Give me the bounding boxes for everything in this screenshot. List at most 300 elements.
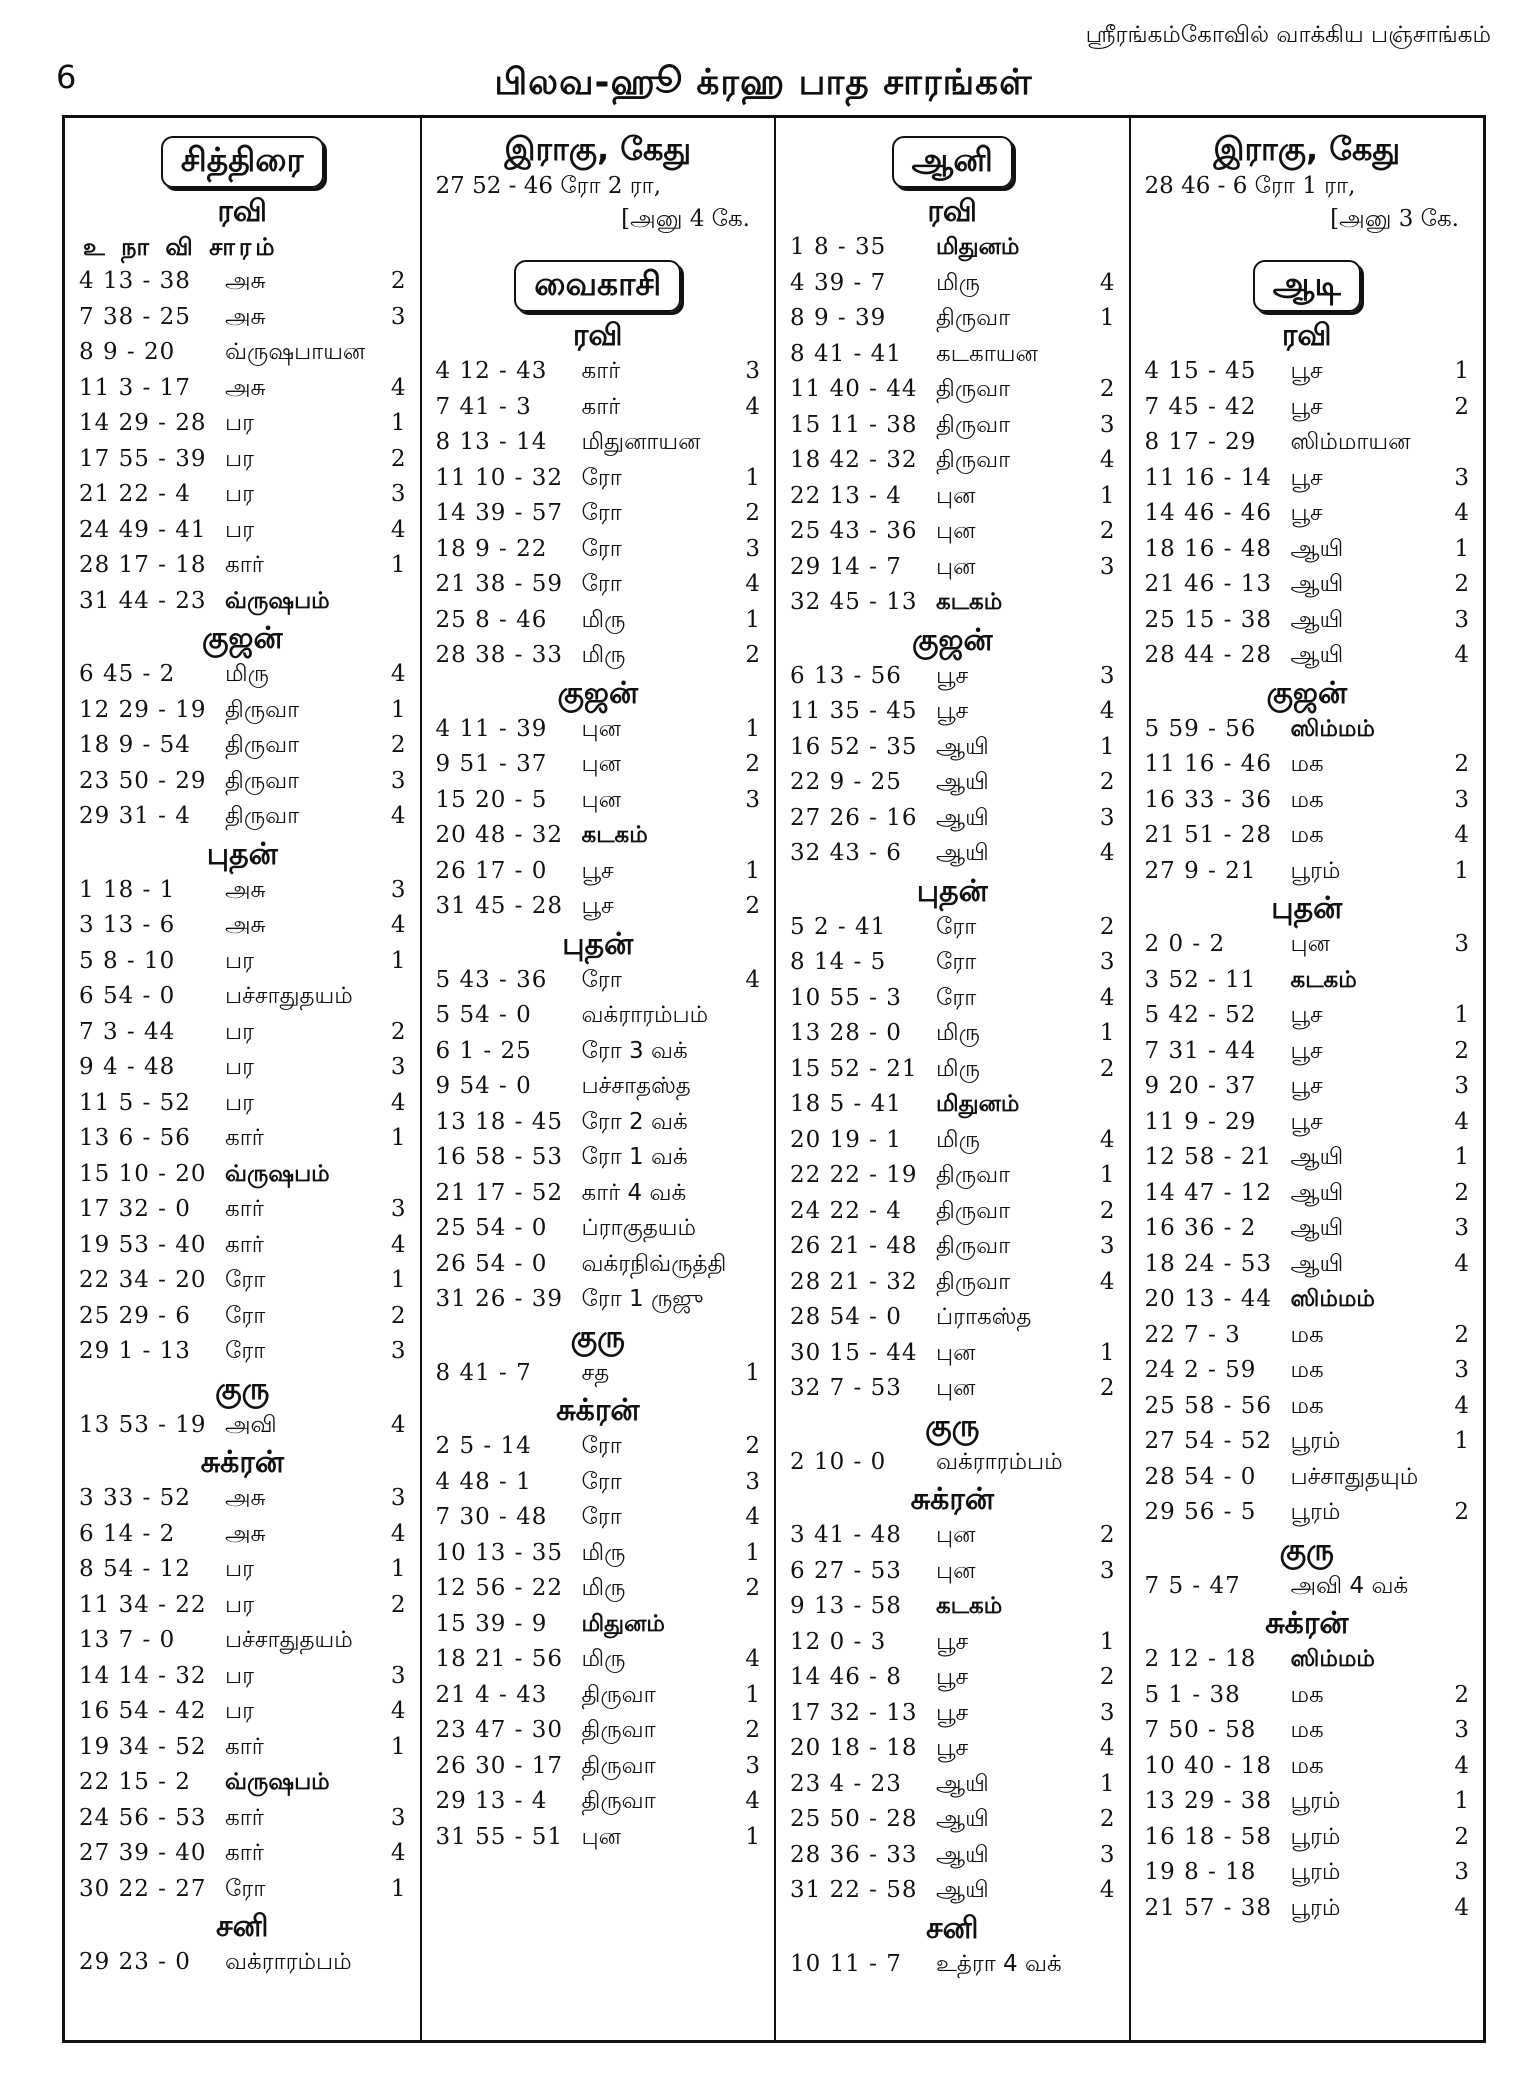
row-time: 8 9 - 39	[790, 305, 887, 331]
row-pada: 1	[1454, 1144, 1469, 1170]
row-pada: 3	[390, 481, 406, 507]
row-pada	[1445, 1282, 1469, 1318]
row-star: வ்ருஷபம்	[225, 1769, 330, 1795]
row-time: 31 26 - 39	[435, 1286, 564, 1312]
row-time: 19 8 - 18	[1144, 1859, 1257, 1885]
row-star: ரோ	[225, 1875, 266, 1902]
row-pada	[1445, 1569, 1469, 1605]
row-pada: 2	[1099, 1522, 1115, 1548]
row-pada	[1445, 425, 1469, 461]
row-pada: 1	[1454, 1428, 1469, 1454]
row-star: கடகாயன	[936, 340, 1038, 367]
row-pada	[736, 1247, 760, 1283]
row-pada: 4	[1454, 1250, 1469, 1277]
row-star: கடகம்	[936, 1593, 1003, 1619]
row-time: 8 54 - 12	[79, 1556, 191, 1582]
row-time: 6 45 - 2	[79, 661, 176, 687]
planet-heading: குரு	[215, 1371, 270, 1407]
row-time: 2 0 - 2	[1144, 931, 1226, 957]
row-time: 20 48 - 32	[435, 822, 564, 848]
row-time: 9 20 - 37	[1144, 1073, 1257, 1099]
row-pada: 2	[1454, 1179, 1469, 1206]
table-row	[790, 801, 1115, 837]
row-time: 18 9 - 54	[79, 732, 191, 758]
row-star: அசு	[225, 912, 266, 938]
row-time: 7 38 - 25	[79, 303, 191, 330]
row-time: 6 14 - 2	[79, 1520, 176, 1547]
row-pada: 3	[745, 535, 760, 562]
table-row	[79, 657, 406, 693]
row-pada: 2	[1454, 1499, 1469, 1525]
table-row	[790, 1589, 1115, 1625]
row-time: 4 12 - 43	[435, 358, 548, 384]
row-pada: 4	[1454, 642, 1469, 668]
row-time: 24 2 - 59	[1144, 1357, 1257, 1383]
row-time: 22 9 - 25	[790, 769, 902, 795]
row-star: பூரம்	[1290, 1428, 1341, 1454]
row-pada	[1091, 1947, 1115, 1983]
table-row	[436, 854, 761, 890]
guru-list	[79, 1408, 406, 1444]
row-star: ரோ 2 வக்	[581, 1108, 688, 1135]
table-row	[1145, 1318, 1470, 1354]
table-row	[790, 337, 1115, 373]
table-row	[436, 1034, 761, 1070]
table-row	[790, 1731, 1115, 1767]
row-pada: 1	[1454, 1788, 1469, 1814]
table-row	[1145, 963, 1470, 999]
row-star: திருவா	[225, 767, 300, 794]
row-star: கார்	[225, 552, 264, 578]
row-star: பர	[225, 947, 254, 974]
row-time: 3 33 - 52	[79, 1485, 191, 1511]
table-row	[436, 638, 761, 674]
row-pada: 1	[1099, 1628, 1115, 1655]
row-star: ரோ	[225, 1302, 266, 1329]
table-row	[79, 873, 406, 909]
row-star: மிரு	[936, 269, 980, 296]
row-pada: 2	[1454, 393, 1469, 420]
table-row	[1145, 1569, 1470, 1605]
table-row	[1145, 1460, 1470, 1496]
row-time: 12 0 - 3	[790, 1628, 887, 1655]
row-time: 11 3 - 17	[79, 374, 191, 401]
row-star: ரோ	[936, 913, 977, 940]
table-row	[436, 1282, 761, 1318]
row-star: மக	[1290, 822, 1324, 848]
row-star: பர	[225, 1089, 254, 1116]
row-star: புன	[581, 786, 621, 813]
row-time: 28 44 - 28	[1144, 642, 1273, 668]
row-pada	[382, 1765, 406, 1801]
row-pada	[736, 425, 760, 461]
row-star: அசு	[225, 1520, 266, 1547]
row-pada	[1091, 1087, 1115, 1123]
row-pada: 2	[390, 732, 406, 758]
row-pada: 4	[390, 374, 406, 401]
row-star: ரோ	[581, 535, 622, 562]
row-pada	[736, 1034, 760, 1070]
row-star: திருவா	[581, 1788, 656, 1814]
row-star: பூச	[581, 893, 614, 919]
row-star: ரோ 1 வக்	[581, 1144, 688, 1170]
row-pada: 4	[1099, 1877, 1115, 1903]
row-star: ஆயி	[1290, 1144, 1344, 1170]
row-time: 12 58 - 21	[1144, 1144, 1273, 1170]
table-row	[79, 1086, 406, 1122]
row-pada	[382, 584, 406, 620]
row-star: மிரு	[936, 1020, 980, 1046]
row-pada: 1	[390, 1556, 406, 1582]
planet-heading: ரவி	[572, 318, 623, 353]
row-time: 11 10 - 32	[435, 464, 564, 491]
table-row	[79, 442, 406, 478]
row-star: மிதுனம்	[936, 1091, 1020, 1117]
table-row	[790, 408, 1115, 444]
row-pada: 1	[1454, 1002, 1469, 1028]
ravi-list	[790, 230, 1115, 621]
table-row	[790, 514, 1115, 550]
row-star: ஆயி	[936, 1770, 989, 1797]
row-star: அவி	[225, 1411, 277, 1438]
sani-list	[79, 1945, 406, 1981]
row-time: 7 5 - 47	[1144, 1572, 1241, 1599]
row-star: பூச	[1290, 464, 1323, 491]
table-row	[79, 1730, 406, 1766]
table-row	[79, 1121, 406, 1157]
row-pada: 2	[1099, 1664, 1115, 1690]
row-pada: 1	[1099, 1339, 1115, 1366]
row-pada: 2	[390, 1591, 406, 1618]
table-row	[790, 585, 1115, 621]
row-time: 3 41 - 48	[790, 1522, 902, 1548]
table-row	[436, 1211, 761, 1247]
row-time: 8 41 - 41	[790, 340, 902, 367]
row-time: 9 13 - 58	[790, 1593, 902, 1619]
row-pada: 3	[390, 1804, 406, 1831]
table-row	[79, 1263, 406, 1299]
table-row	[1145, 1424, 1470, 1460]
row-time: 29 56 - 5	[1144, 1499, 1257, 1525]
row-pada: 1	[745, 715, 760, 742]
row-time: 22 7 - 3	[1144, 1321, 1241, 1348]
row-time: 9 51 - 37	[435, 751, 548, 777]
row-time: 2 12 - 18	[1144, 1646, 1257, 1672]
row-star: ஆயி	[936, 769, 989, 795]
row-star: ஆயி	[1290, 606, 1344, 633]
row-time: 21 57 - 38	[1144, 1894, 1273, 1921]
row-time: 8 41 - 7	[435, 1359, 532, 1386]
row-star: அவி 4 வக்	[1290, 1572, 1409, 1599]
row-pada: 2	[1099, 1806, 1115, 1832]
row-star: பூரம்	[1290, 1788, 1341, 1814]
table-row	[790, 1838, 1115, 1874]
row-star: மிதுனம்	[936, 234, 1020, 260]
row-star: அசு	[225, 1485, 266, 1511]
table-row	[1145, 1282, 1470, 1318]
row-star: மக	[1290, 1752, 1324, 1779]
table-row	[790, 1087, 1115, 1123]
table-row	[790, 1371, 1115, 1407]
row-pada	[382, 1945, 406, 1981]
row-pada: 1	[1099, 482, 1115, 509]
row-star: ஆயி	[936, 1877, 989, 1903]
row-pada: 2	[745, 1717, 760, 1743]
row-time: 23 47 - 30	[435, 1717, 564, 1743]
row-pada: 2	[745, 893, 760, 919]
row-pada: 3	[1099, 949, 1115, 975]
month-box: ஆடி	[1253, 260, 1361, 312]
row-star: கடகம்	[581, 822, 648, 848]
row-time: 31 22 - 58	[790, 1877, 918, 1903]
table-row	[1145, 818, 1470, 854]
row-star: ஸிம்மம்	[1290, 1286, 1375, 1312]
planet-heading: குஜன்	[557, 675, 639, 711]
table-row	[436, 1749, 761, 1785]
row-time: 7 30 - 48	[435, 1504, 548, 1530]
row-pada: 3	[1454, 1215, 1469, 1241]
table-row	[436, 1678, 761, 1714]
row-star: பர	[225, 481, 254, 507]
row-time: 18 24 - 53	[1144, 1250, 1273, 1277]
row-star: மிதுனம்	[581, 1610, 665, 1637]
row-pada: 2	[1454, 751, 1469, 777]
row-star: கார்	[581, 358, 621, 384]
row-pada: 3	[1099, 553, 1115, 580]
row-time: 29 13 - 4	[435, 1788, 548, 1814]
table-row	[1145, 1820, 1470, 1856]
row-star: திருவா	[936, 305, 1011, 331]
row-pada: 3	[745, 358, 760, 384]
row-star: கார்	[225, 1125, 264, 1151]
table-row	[1145, 1034, 1470, 1070]
table-row	[1145, 854, 1470, 890]
sukran-list	[79, 1481, 406, 1907]
table-row	[790, 230, 1115, 266]
row-star: மிரு	[225, 661, 269, 687]
budhan-list	[1145, 927, 1470, 1531]
table-row	[79, 1765, 406, 1801]
table-row	[790, 1518, 1115, 1554]
table-row	[790, 1802, 1115, 1838]
row-time: 29 1 - 13	[79, 1338, 191, 1364]
row-time: 21 38 - 59	[435, 571, 564, 597]
row-star: கார்	[225, 1231, 264, 1258]
table-row	[436, 783, 761, 819]
table-row	[1145, 1211, 1470, 1247]
row-pada: 3	[1454, 1357, 1469, 1383]
row-pada: 4	[1454, 1108, 1469, 1135]
table-row	[1145, 390, 1470, 426]
sub-heading: உ நா வி சாரம்	[83, 233, 279, 261]
row-time: 17 32 - 13	[790, 1699, 918, 1726]
row-pada: 2	[745, 1575, 760, 1601]
rahu-ketu-note: [அனு 3 கே.	[1330, 206, 1459, 232]
row-star: மிதுனாயன	[581, 429, 701, 455]
kujan-list	[79, 657, 406, 835]
table-row	[1145, 1713, 1470, 1749]
table-row	[1145, 1749, 1470, 1785]
row-star: மக	[1290, 751, 1324, 777]
row-time: 18 9 - 22	[435, 535, 548, 562]
row-star: ஆயி	[936, 840, 989, 866]
row-time: 14 29 - 28	[79, 410, 207, 436]
row-time: 15 11 - 38	[790, 411, 918, 438]
row-pada	[736, 1069, 760, 1105]
row-pada: 1	[390, 1875, 406, 1902]
row-time: 7 50 - 58	[1144, 1717, 1257, 1743]
row-pada	[736, 1607, 760, 1643]
row-pada: 4	[745, 966, 760, 993]
row-star: திருவா	[225, 696, 300, 723]
row-time: 25 54 - 0	[435, 1215, 548, 1241]
table-row	[79, 1050, 406, 1086]
row-pada: 4	[1099, 1268, 1115, 1295]
sukran-list	[436, 1429, 761, 1855]
table-row	[436, 1536, 761, 1572]
row-star: பச்சாதுதயம்	[225, 983, 353, 1009]
row-time: 16 52 - 35	[790, 733, 918, 760]
table-row	[79, 1694, 406, 1730]
row-pada: 4	[1454, 500, 1469, 526]
month-box: வைகாசி	[514, 260, 681, 312]
row-star: ஆயி	[1290, 1179, 1344, 1206]
row-time: 32 43 - 6	[790, 840, 902, 866]
row-pada: 4	[390, 1840, 406, 1866]
row-time: 29 23 - 0	[79, 1949, 191, 1975]
row-pada: 3	[1099, 1233, 1115, 1259]
table-row	[1145, 532, 1470, 568]
planet-heading: சனி	[926, 1910, 979, 1946]
table-row	[790, 1660, 1115, 1696]
row-star: கடகம்	[1290, 966, 1357, 993]
row-time: 6 27 - 53	[790, 1557, 902, 1584]
row-star: ஆயி	[1290, 642, 1344, 668]
table-row	[790, 1229, 1115, 1265]
row-pada: 2	[1454, 1823, 1469, 1850]
row-star: திருவா	[581, 1752, 656, 1779]
table-row	[436, 1571, 761, 1607]
row-star: மிரு	[936, 1126, 980, 1153]
row-star: மிரு	[581, 642, 626, 668]
row-time: 25 29 - 6	[79, 1302, 191, 1329]
row-pada: 4	[1099, 840, 1115, 866]
row-time: 7 3 - 44	[79, 1018, 176, 1045]
row-pada	[1445, 1460, 1469, 1496]
row-star: ரோ	[581, 500, 622, 526]
row-star: ரோ 3 வக்	[581, 1037, 688, 1064]
row-time: 17 32 - 0	[79, 1196, 191, 1222]
row-star: கார்	[225, 1804, 264, 1831]
row-time: 6 1 - 25	[435, 1037, 532, 1064]
row-star: திருவா	[936, 447, 1011, 473]
table-row	[790, 1336, 1115, 1372]
row-star: பூச	[581, 857, 614, 884]
row-pada: 4	[390, 1231, 406, 1258]
table-row	[436, 354, 761, 390]
row-star: ஆயி	[936, 733, 989, 760]
row-time: 27 9 - 21	[1144, 857, 1257, 884]
row-star: மக	[1290, 1681, 1324, 1708]
table-row	[79, 1408, 406, 1444]
table-row	[79, 1659, 406, 1695]
row-time: 10 55 - 3	[790, 984, 902, 1011]
row-star: வ்ருஷபம்	[225, 587, 330, 614]
table-row	[79, 1015, 406, 1051]
row-time: 26 17 - 0	[435, 857, 548, 884]
table-row	[1145, 927, 1470, 963]
row-star: ஆயி	[936, 1841, 989, 1868]
row-time: 4 48 - 1	[435, 1468, 532, 1495]
planet-heading: குரு	[1279, 1532, 1334, 1568]
row-pada: 1	[1454, 358, 1469, 384]
table-row	[79, 1588, 406, 1624]
row-pada: 1	[390, 1267, 406, 1293]
row-pada: 4	[390, 803, 406, 829]
row-pada: 1	[390, 552, 406, 578]
table-row	[436, 425, 761, 461]
row-time: 7 31 - 44	[1144, 1037, 1257, 1064]
row-time: 8 14 - 5	[790, 949, 887, 975]
table-row	[436, 818, 761, 854]
row-star: பூச	[1290, 358, 1323, 384]
table-row	[790, 1123, 1115, 1159]
row-time: 23 50 - 29	[79, 767, 207, 794]
table-row	[790, 443, 1115, 479]
table-row	[436, 461, 761, 497]
row-pada: 1	[1454, 857, 1469, 884]
table-row	[790, 1194, 1115, 1230]
row-star: பூரம்	[1290, 1859, 1341, 1885]
row-pada: 2	[745, 642, 760, 668]
table-row	[790, 765, 1115, 801]
table-row	[79, 1228, 406, 1264]
table-row	[436, 1607, 761, 1643]
row-pada: 4	[1099, 984, 1115, 1011]
row-star: திருவா	[225, 732, 300, 758]
row-pada: 4	[1099, 1735, 1115, 1761]
row-time: 13 6 - 56	[79, 1125, 191, 1151]
table-row	[790, 550, 1115, 586]
row-time: 15 20 - 5	[435, 786, 548, 813]
row-star: புன	[936, 1522, 976, 1548]
planet-heading: சுக்ரன்	[1265, 1606, 1349, 1641]
row-star: ஸிம்மம்	[1290, 1646, 1375, 1672]
table-row	[790, 1300, 1115, 1336]
row-pada	[382, 1623, 406, 1659]
row-pada	[1091, 1300, 1115, 1336]
table-row	[790, 266, 1115, 302]
row-star: புன	[936, 518, 976, 544]
table-row	[79, 513, 406, 549]
row-pada	[1445, 963, 1469, 999]
table-row	[436, 390, 761, 426]
table-row	[79, 799, 406, 835]
row-star: ரோ	[581, 966, 622, 993]
row-time: 22 34 - 20	[79, 1267, 207, 1293]
row-pada	[1091, 1445, 1115, 1481]
table-row	[79, 908, 406, 944]
table-row	[1145, 712, 1470, 748]
row-pada: 3	[1454, 464, 1469, 491]
row-pada: 3	[745, 1468, 760, 1495]
table-row	[436, 1784, 761, 1820]
kujan-list	[436, 712, 761, 925]
table-row	[1145, 1855, 1470, 1891]
row-pada	[1091, 337, 1115, 373]
row-pada: 1	[1099, 305, 1115, 331]
row-pada: 2	[1099, 769, 1115, 795]
